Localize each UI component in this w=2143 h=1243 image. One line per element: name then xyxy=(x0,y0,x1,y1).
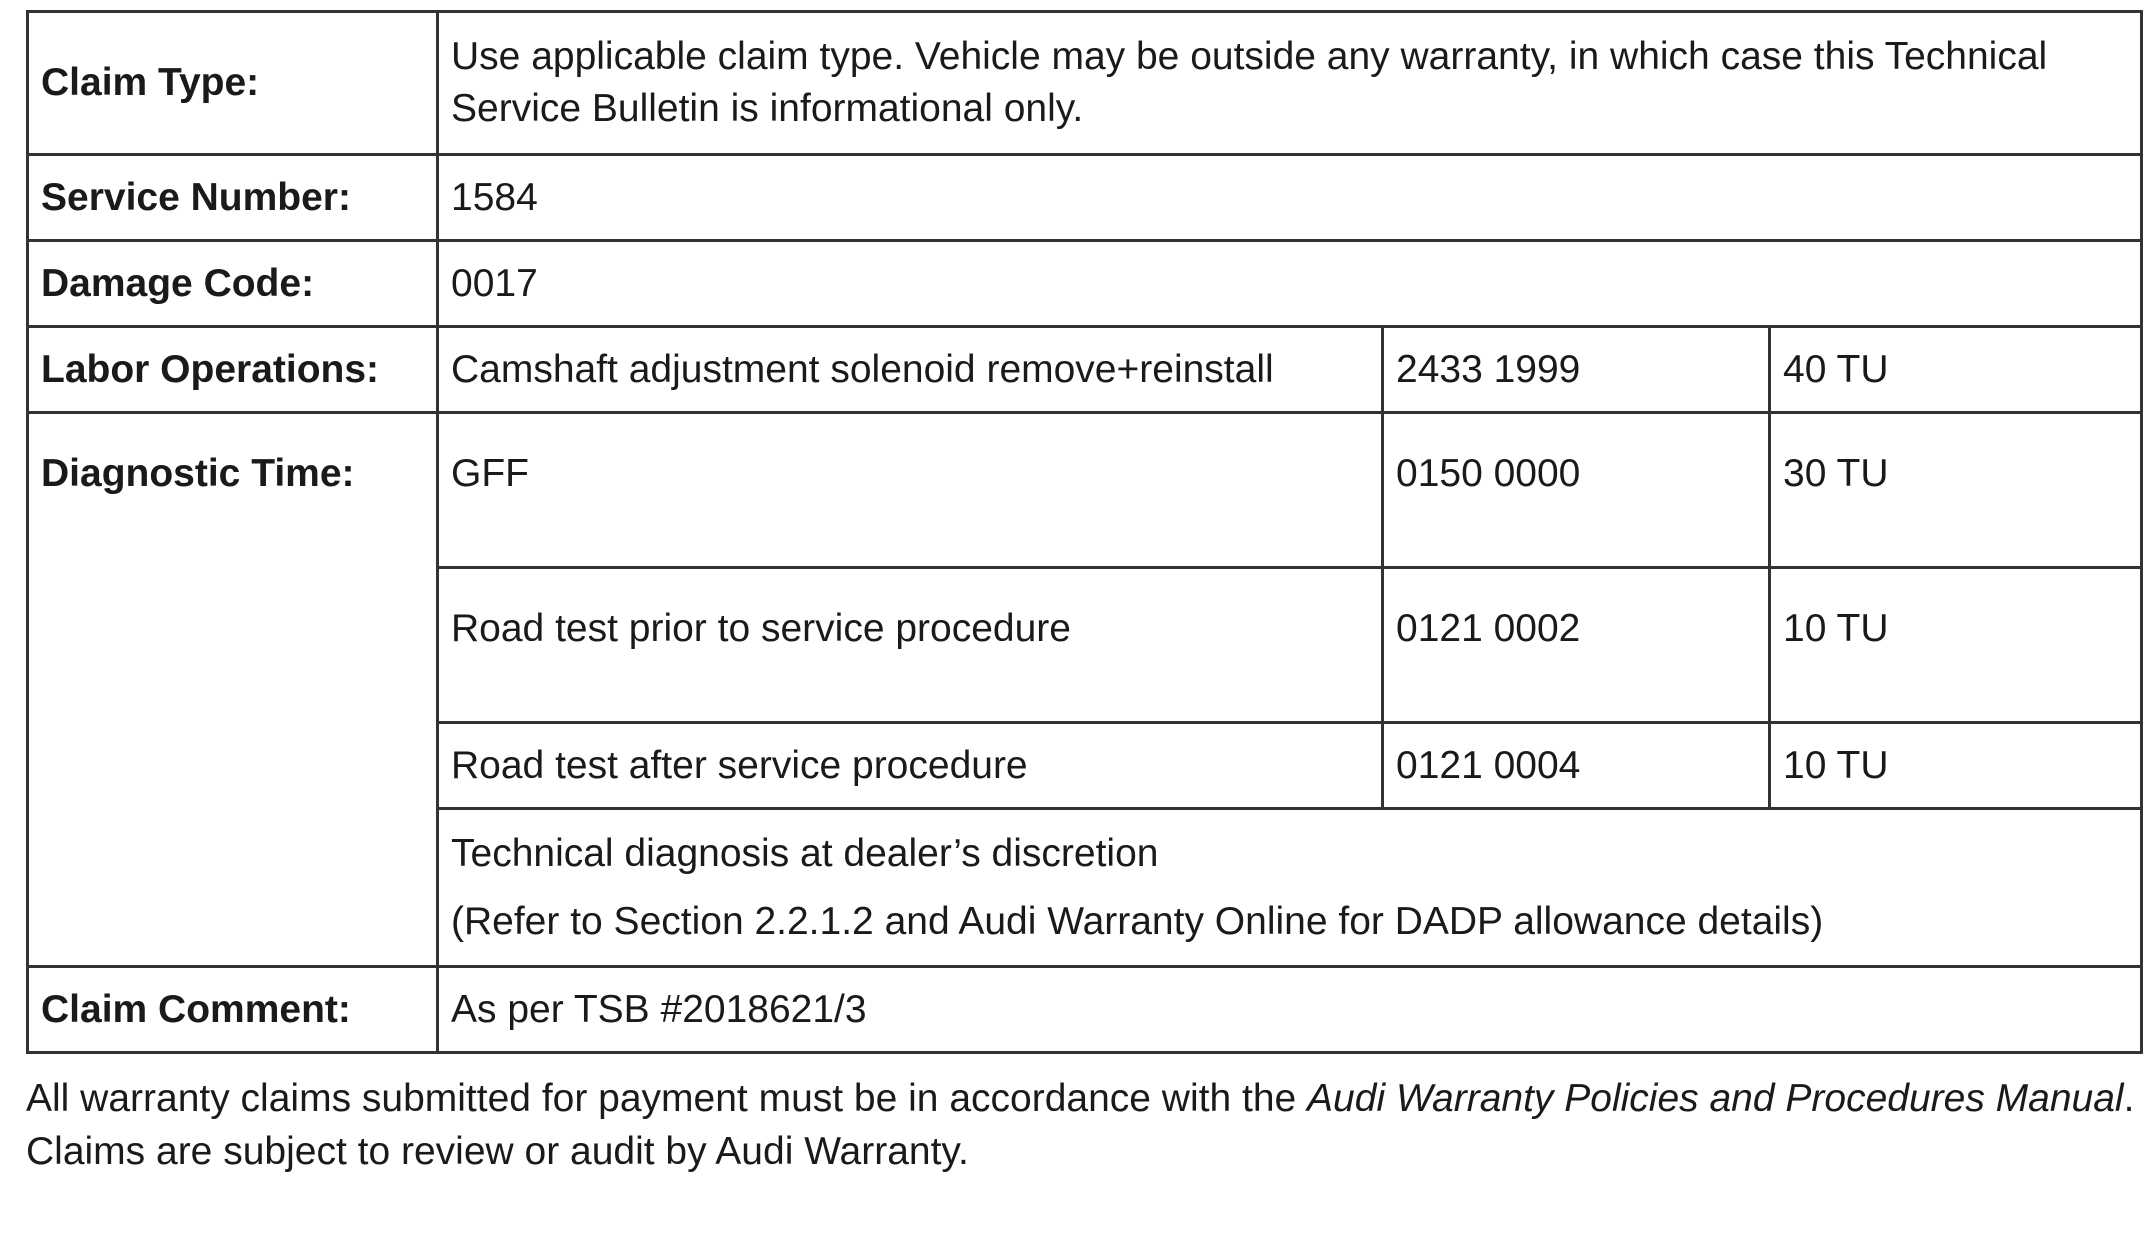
warranty-footnote xyxy=(26,1072,2140,1178)
diagnostic-time-label: Diagnostic Time: xyxy=(28,413,438,967)
warranty-table xyxy=(26,10,2143,1054)
diagnostic-item-time: 30 TU xyxy=(1770,413,2142,568)
claim-comment-row xyxy=(28,967,2142,1053)
claim-type-row xyxy=(28,12,2142,155)
diagnostic-item-description: Road test after service procedure xyxy=(438,723,1383,809)
service-number-row xyxy=(28,155,2142,241)
warranty-info-page xyxy=(26,10,2140,1217)
technical-diagnosis-cell xyxy=(438,809,2142,967)
labor-operations-label: Labor Operations: xyxy=(28,327,438,413)
dadp-reference-text: (Refer to Section 2.2.1.2 and Audi Warranty Online for DADP allowance details) xyxy=(451,899,1824,943)
labor-operations-row xyxy=(28,327,2142,413)
claim-type-label: Claim Type: xyxy=(28,12,438,155)
diagnostic-item-time: 10 TU xyxy=(1770,723,2142,809)
labor-operation-time: 40 TU xyxy=(1770,327,2142,413)
footnote-text-start: All warranty claims submitted for payment must be in accordance with the xyxy=(26,1077,1308,1120)
diagnostic-item-code: 0150 0000 xyxy=(1383,413,1770,568)
service-number-value: 1584 xyxy=(438,155,2142,241)
manual-title: Audi Warranty Policies and Procedures Manual xyxy=(1307,1077,2124,1120)
claim-type-value xyxy=(438,12,2142,155)
damage-code-label: Damage Code: xyxy=(28,241,438,327)
claim-type-text: Use applicable claim type. Vehicle may be outside any warranty, in which case this Technical Service Bulletin is informational only. xyxy=(451,35,2048,130)
diagnostic-item-time: 10 TU xyxy=(1770,568,2142,723)
claim-comment-value: As per TSB #2018621/3 xyxy=(438,967,2142,1053)
diagnostic-item-description: GFF xyxy=(438,413,1383,568)
diagnostic-item-code: 0121 0002 xyxy=(1383,568,1770,723)
diagnostic-item-code: 0121 0004 xyxy=(1383,723,1770,809)
damage-code-row xyxy=(28,241,2142,327)
labor-operation-description: Camshaft adjustment solenoid remove+reinstall xyxy=(438,327,1383,413)
labor-operation-code: 2433 1999 xyxy=(1383,327,1770,413)
damage-code-value: 0017 xyxy=(438,241,2142,327)
technical-diagnosis-text: Technical diagnosis at dealer’s discretion xyxy=(451,831,1159,875)
diagnostic-item-description: Road test prior to service procedure xyxy=(438,568,1383,723)
claim-comment-label: Claim Comment: xyxy=(28,967,438,1053)
diagnostic-row xyxy=(28,413,2142,568)
service-number-label: Service Number: xyxy=(28,155,438,241)
footnote-text-end: . Claims are subject to review or audit by Audi Warranty. xyxy=(26,1077,2135,1173)
